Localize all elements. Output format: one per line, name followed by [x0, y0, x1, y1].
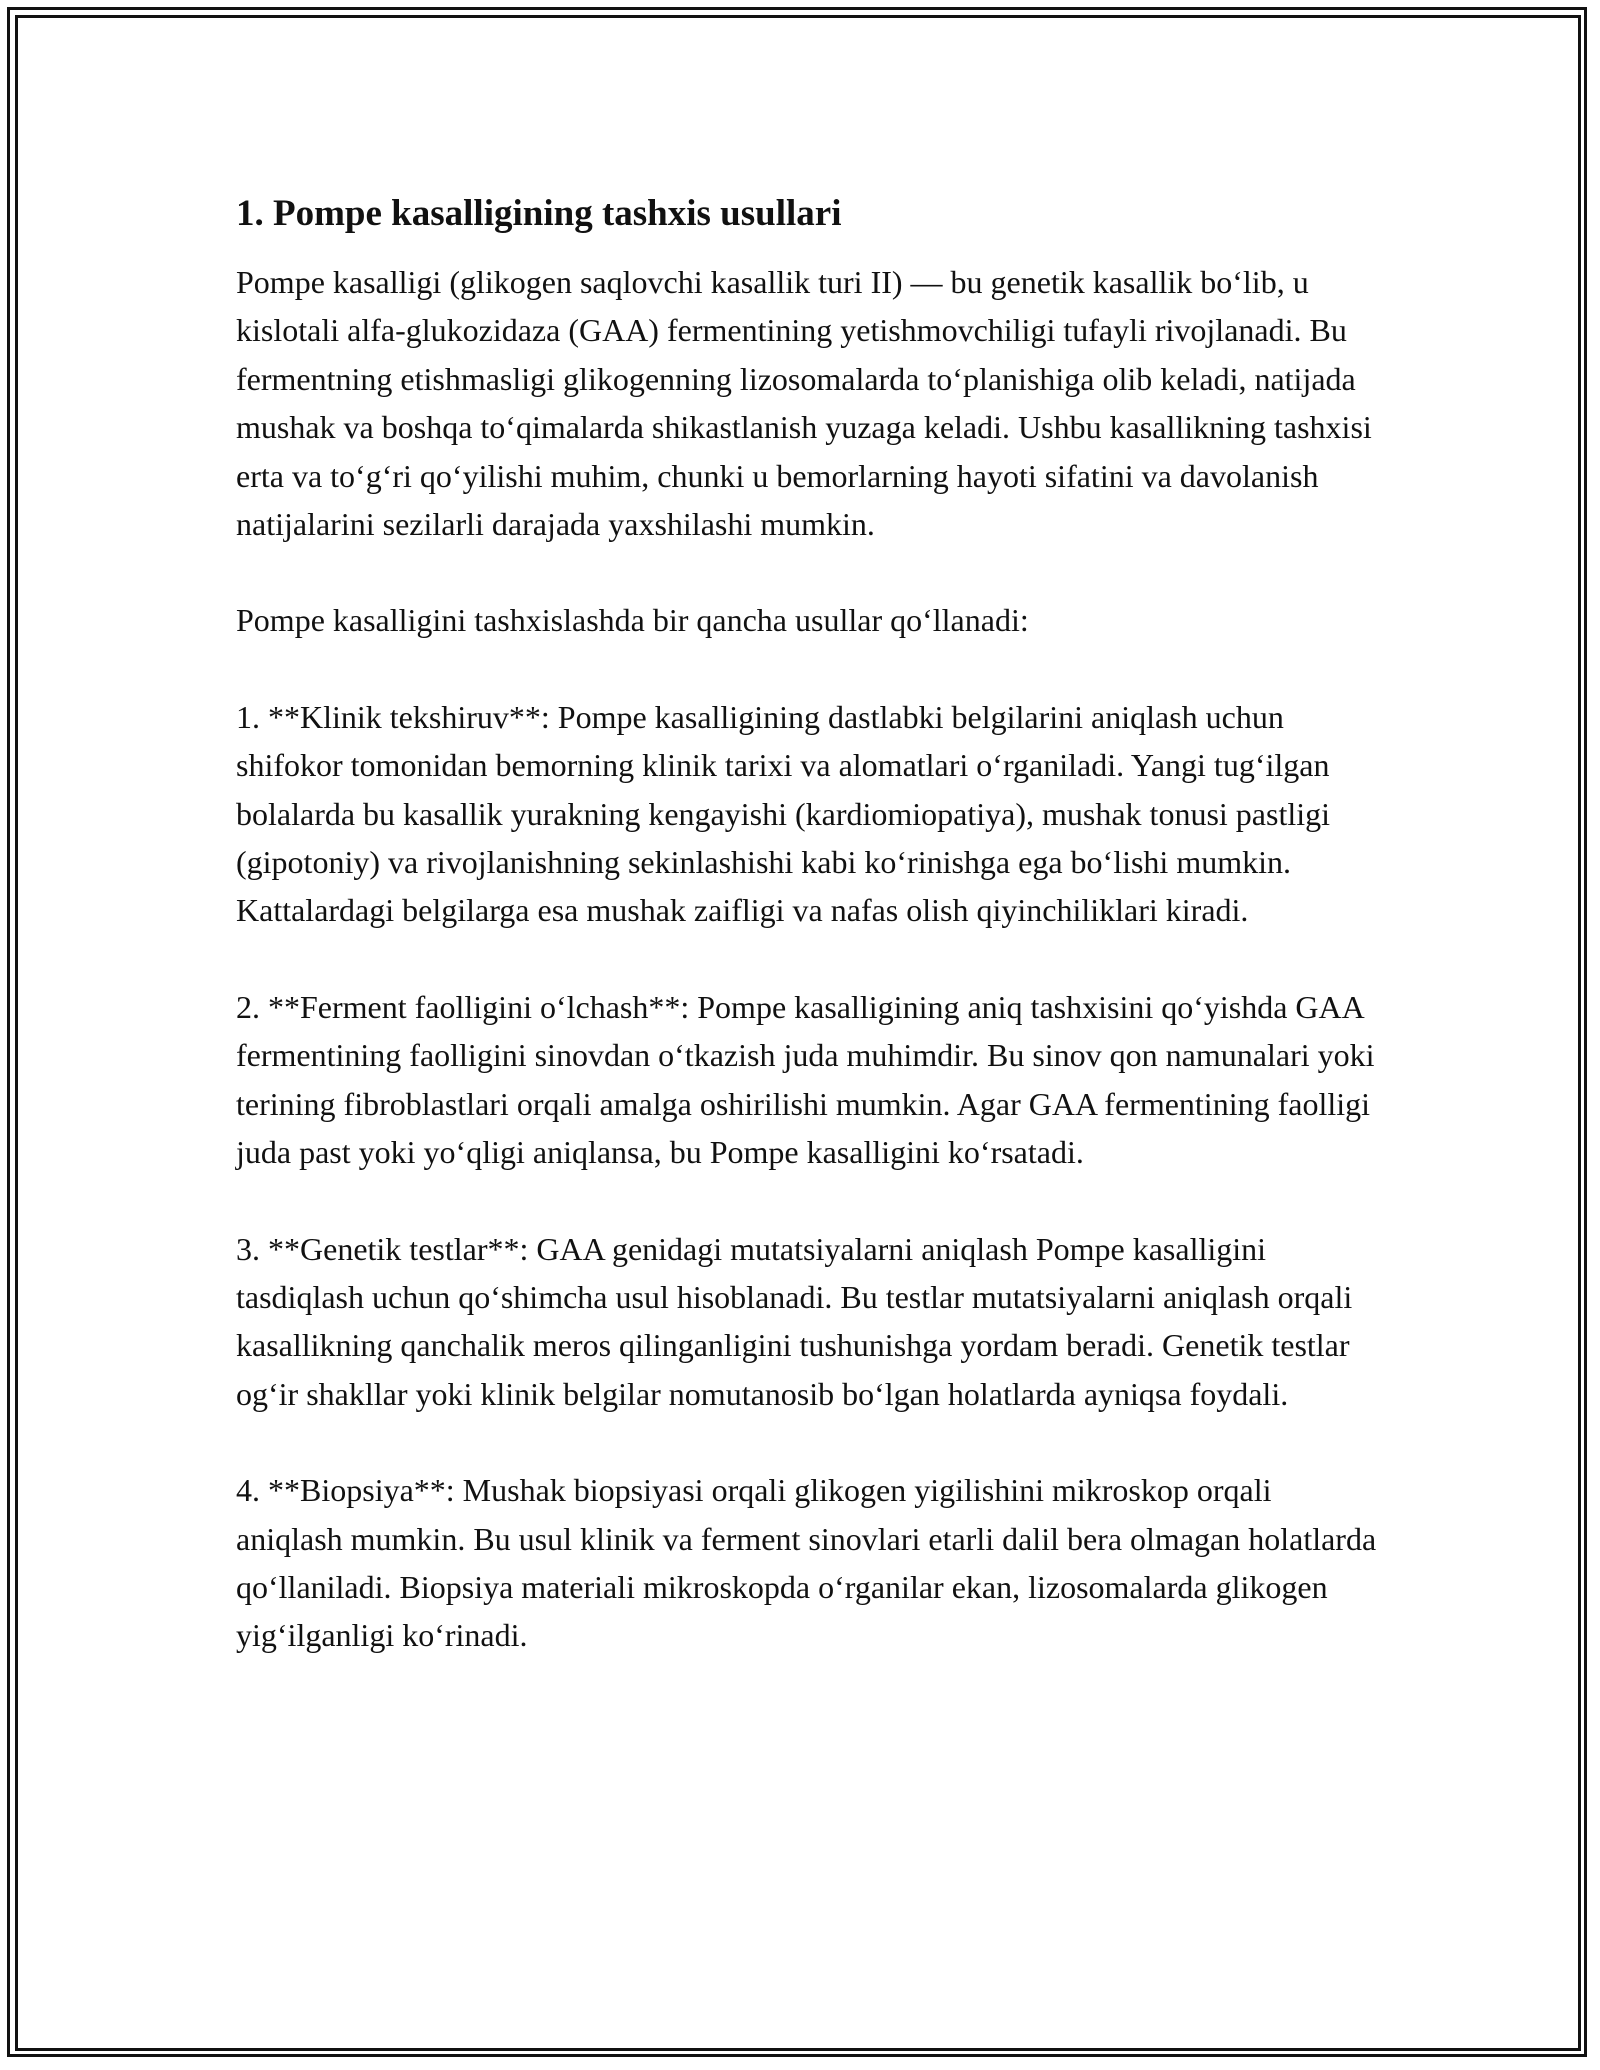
document-body	[236, 188, 1386, 1708]
method-clinical-exam-paragraph: 1. **Klinik tekshiruv**: Pompe kasalligining dastlabki belgilarini aniqlash uchun shifokor tomonidan bemorning klinik tarixi va alomatlari o‘rganiladi. Yangi tug‘ilgan bolalarda bu kasallik yurakning kengayishi (kardiomiopatiya), mushak tonusi pastligi (gipotoniy) va rivojlanishning sekinlashishi kabi ko‘rinishga ega bo‘lishi mumkin. Kattalardagi belgilarga esa mushak zaifligi va nafas olish qiyinchiliklari kiradi.	[236, 698, 1330, 929]
methods-lead-paragraph: Pompe kasalligini tashxislashda bir qancha usullar qo‘llanadi:	[236, 602, 1029, 639]
method-biopsy-paragraph: 4. **Biopsiya**: Mushak biopsiyasi orqali glikogen yigilishini mikroskop orqali aniqlash mumkin. Bu usul klinik va ferment sinovlari etarli dalil bera olmagan holatlarda qo‘llaniladi. Biopsiya materiali mikroskopda o‘rganilar ekan, lizosomalarda glikogen yig‘ilganligi ko‘rinadi.	[236, 1472, 1377, 1654]
method-enzyme-activity-paragraph: 2. **Ferment faolligini o‘lchash**: Pompe kasalligining aniq tashxisini qo‘yishda GAA fermentining faolligini sinovdan o‘tkazish juda muhimdir. Bu sinov qon namunalari yoki terining fibroblastlari orqali amalga oshirilishi mumkin. Agar GAA fermentining faolligi juda past yoki yo‘qligi aniqlansa, bu Pompe kasalligini ko‘rsatadi.	[236, 988, 1375, 1171]
section-heading: 1. Pompe kasalligining tashxis usullari	[236, 193, 842, 234]
method-genetic-tests-paragraph: 3. **Genetik testlar**: GAA genidagi mutatsiyalarni aniqlash Pompe kasalligini tasdiqlash uchun qo‘shimcha usul hisoblanadi. Bu testlar mutatsiyalarni aniqlash orqali kasallikning qanchalik meros qilinganligini tushunishga yordam beradi. Genetik testlar og‘ir shakllar yoki klinik belgilar nomutanosib bo‘lgan holatlarda ayniqsa foydali.	[236, 1230, 1353, 1412]
intro-paragraph: Pompe kasalligi (glikogen saqlovchi kasallik turi II) — bu genetik kasallik bo‘lib, u kislotali alfa-glukozidaza (GAA) fermentining yetishmovchiligi tufayli rivojlanadi. Bu fermentning etishmasligi glikogenning lizosomalarda to‘planishiga olib keladi, natijada mushak va boshqa to‘qimalarda shikastlanish yuzaga keladi. Ushbu kasallikning tashxisi erta va to‘g‘ri qo‘yilishi muhim, chunki u bemorlarning hayoti sifatini va davolanish natijalarini sezilarli darajada yaxshilashi mumkin.	[236, 264, 1372, 543]
